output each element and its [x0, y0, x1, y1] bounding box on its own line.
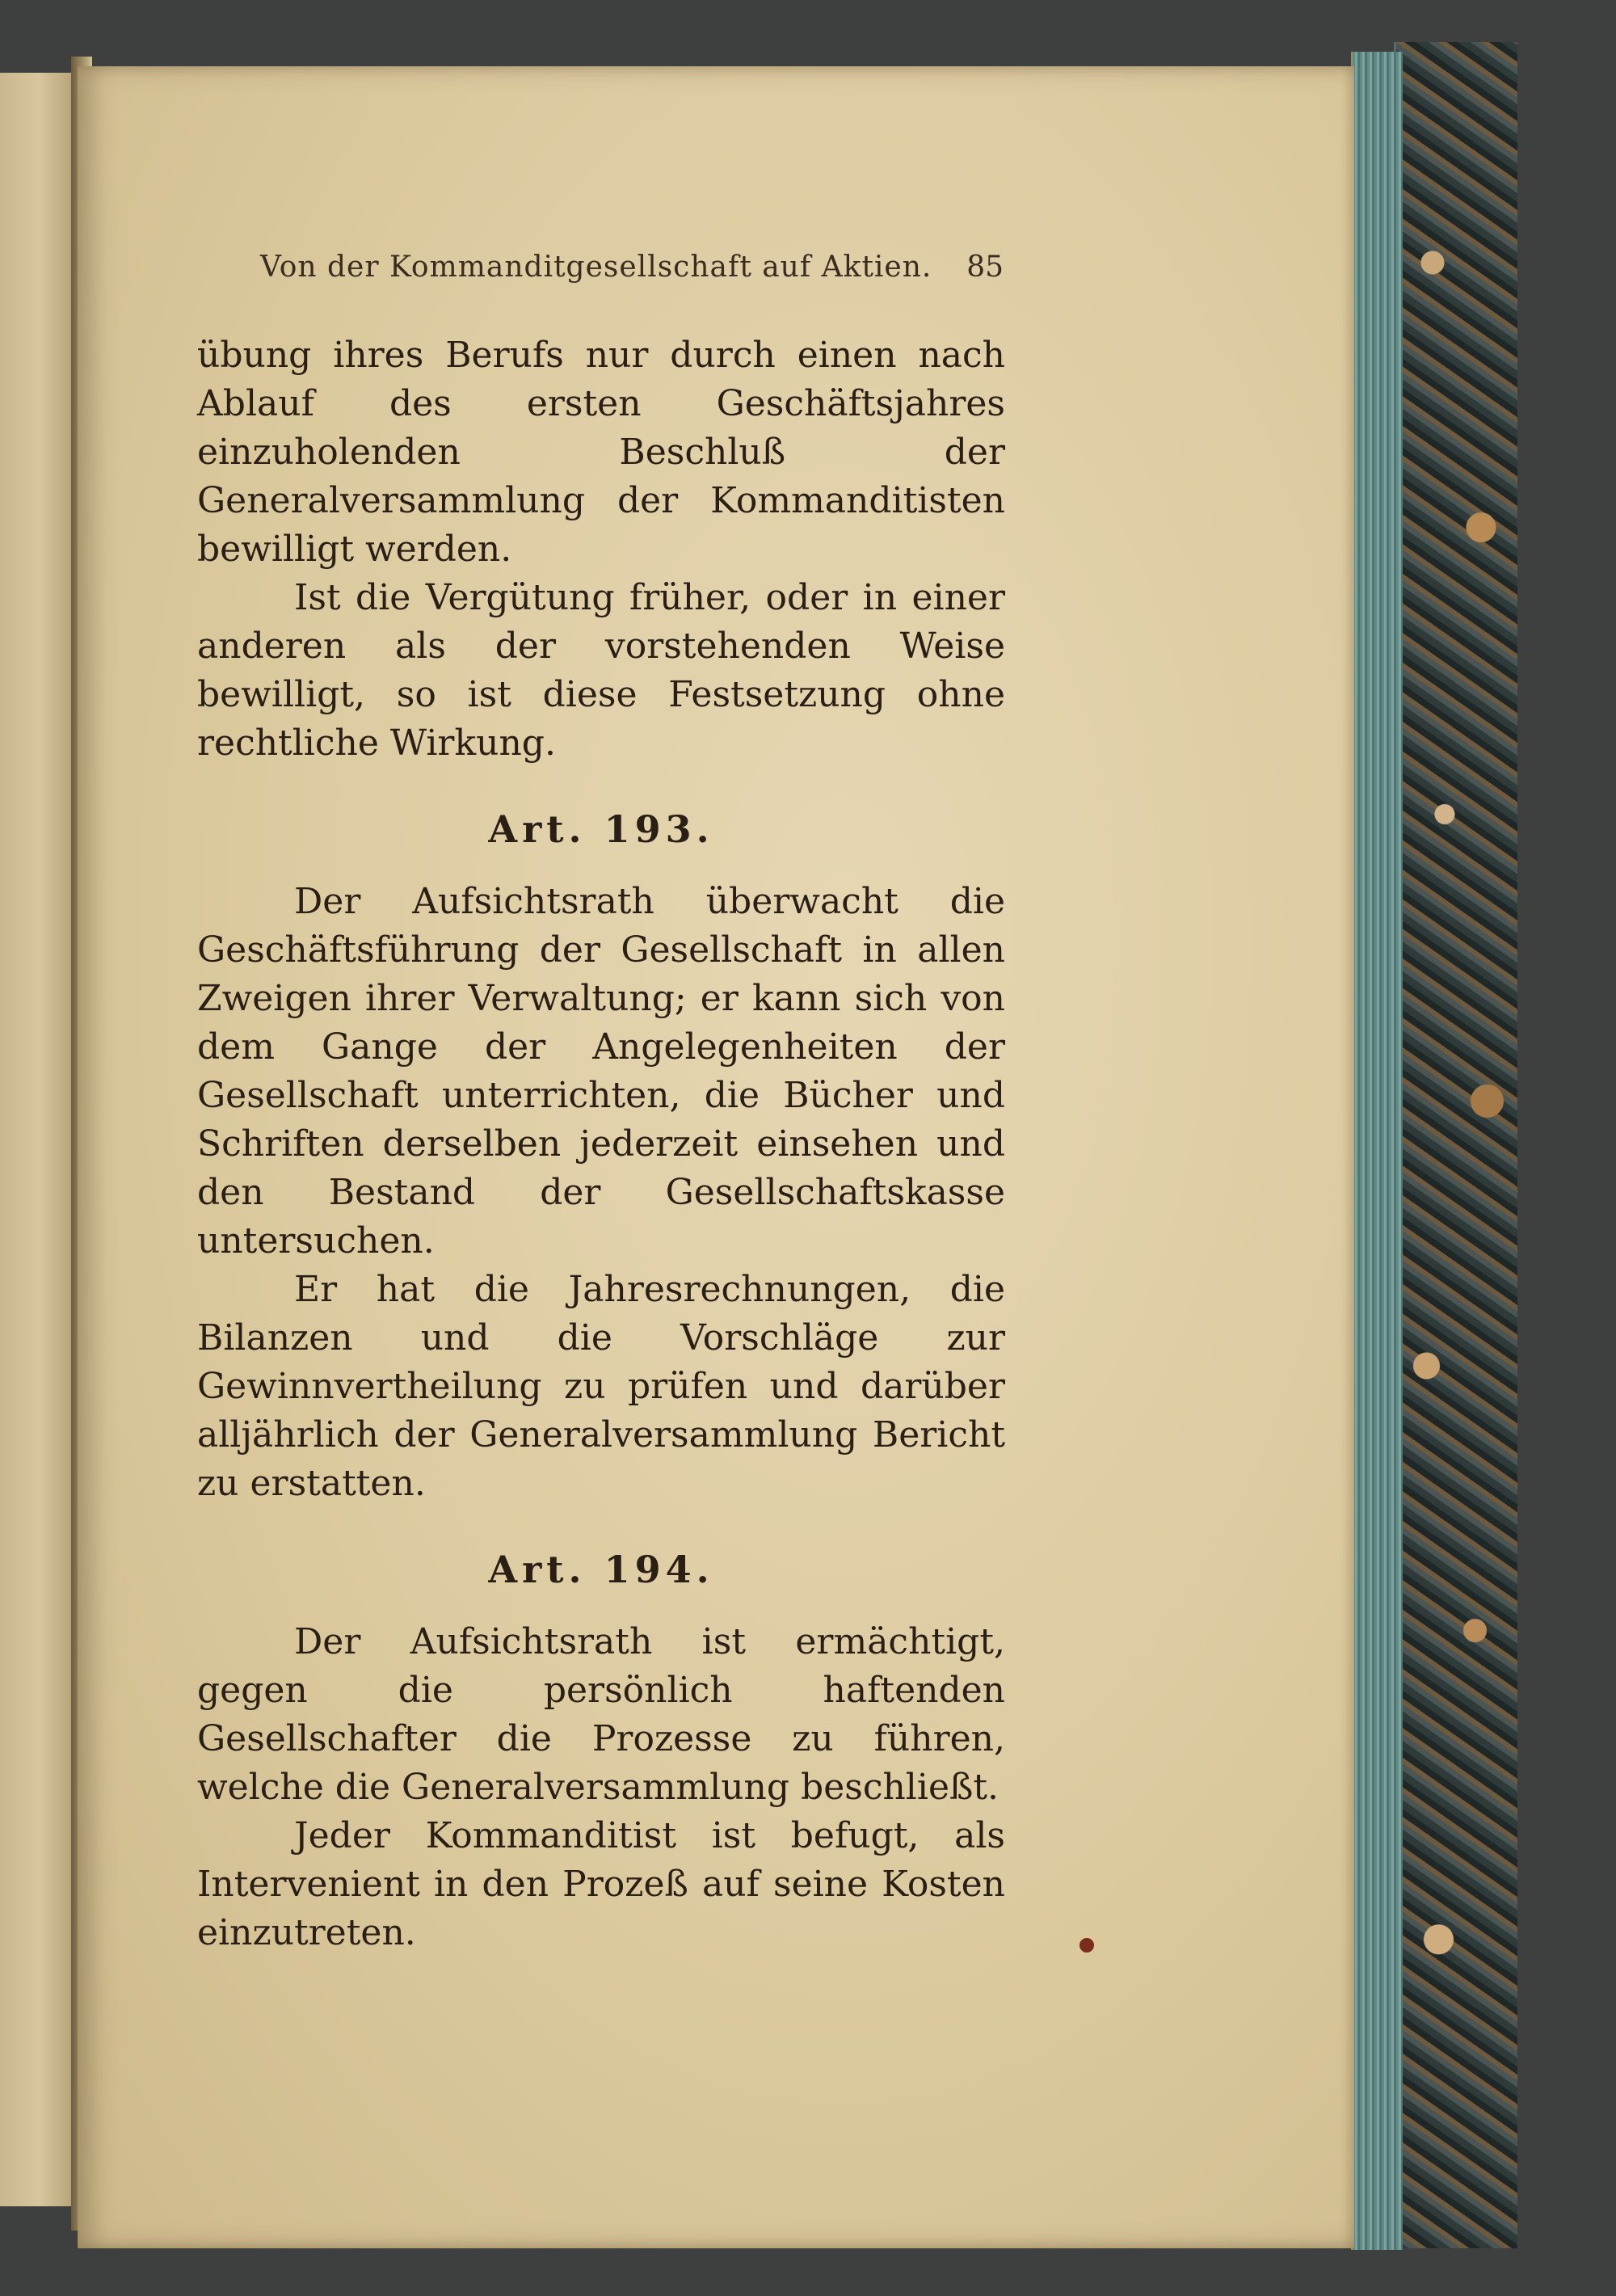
article-heading-193: Art. 193.	[488, 807, 714, 851]
ink-spot	[1079, 1938, 1094, 1953]
page-number: 85	[966, 251, 1004, 284]
page-block-edge	[1351, 52, 1403, 2250]
paragraph: Er hat die Jahresrechnungen, die Bilanzen und die Vorschläge zur Gewinnvertheilung zu prüfen und darüber alljährlich der Generalversammlung Bericht zu erstatten.	[197, 1269, 1005, 1504]
paragraph: Ist die Vergütung früher, oder in einer anderen als der vorstehenden Weise bewilligt, so ist diese Festsetzung ohne rechtliche Wirkung.	[197, 577, 1005, 764]
left-page-edge	[0, 73, 73, 2206]
paragraph: Der Aufsichtsrath ist ermächtigt, gegen die persönlich haftenden Gesellschafter die Prozesse zu führen, welche die Generalversammlung beschließt.	[197, 1621, 1005, 1808]
paragraph: Jeder Kommanditist ist befugt, als Intervenient in den Prozeß auf seine Kosten einzutreten.	[197, 1815, 1005, 1953]
page-body	[197, 331, 1005, 1957]
page-header	[260, 251, 1004, 299]
paragraph-continued: übung ihres Berufs nur durch einen nach Ablauf des ersten Geschäftsjahres einzuholenden Beschluß der Generalversammlung der Kommanditisten bewilligt werden.	[197, 335, 1005, 570]
running-title: Von der Kommanditgesellschaft auf Aktien.	[260, 251, 932, 284]
article-heading-194: Art. 194.	[488, 1548, 714, 1591]
paragraph: Der Aufsichtsrath überwacht die Geschäftsführung der Gesellschaft in allen Zweigen ihrer Verwaltung; er kann sich von dem Gange der Angelegenheiten der Gesellschaft unterrichten, die Bücher und Schriften derselben jederzeit einsehen und den Bestand der Gesellschaftskasse untersuchen.	[197, 881, 1005, 1262]
marbled-cover	[1394, 42, 1517, 2248]
